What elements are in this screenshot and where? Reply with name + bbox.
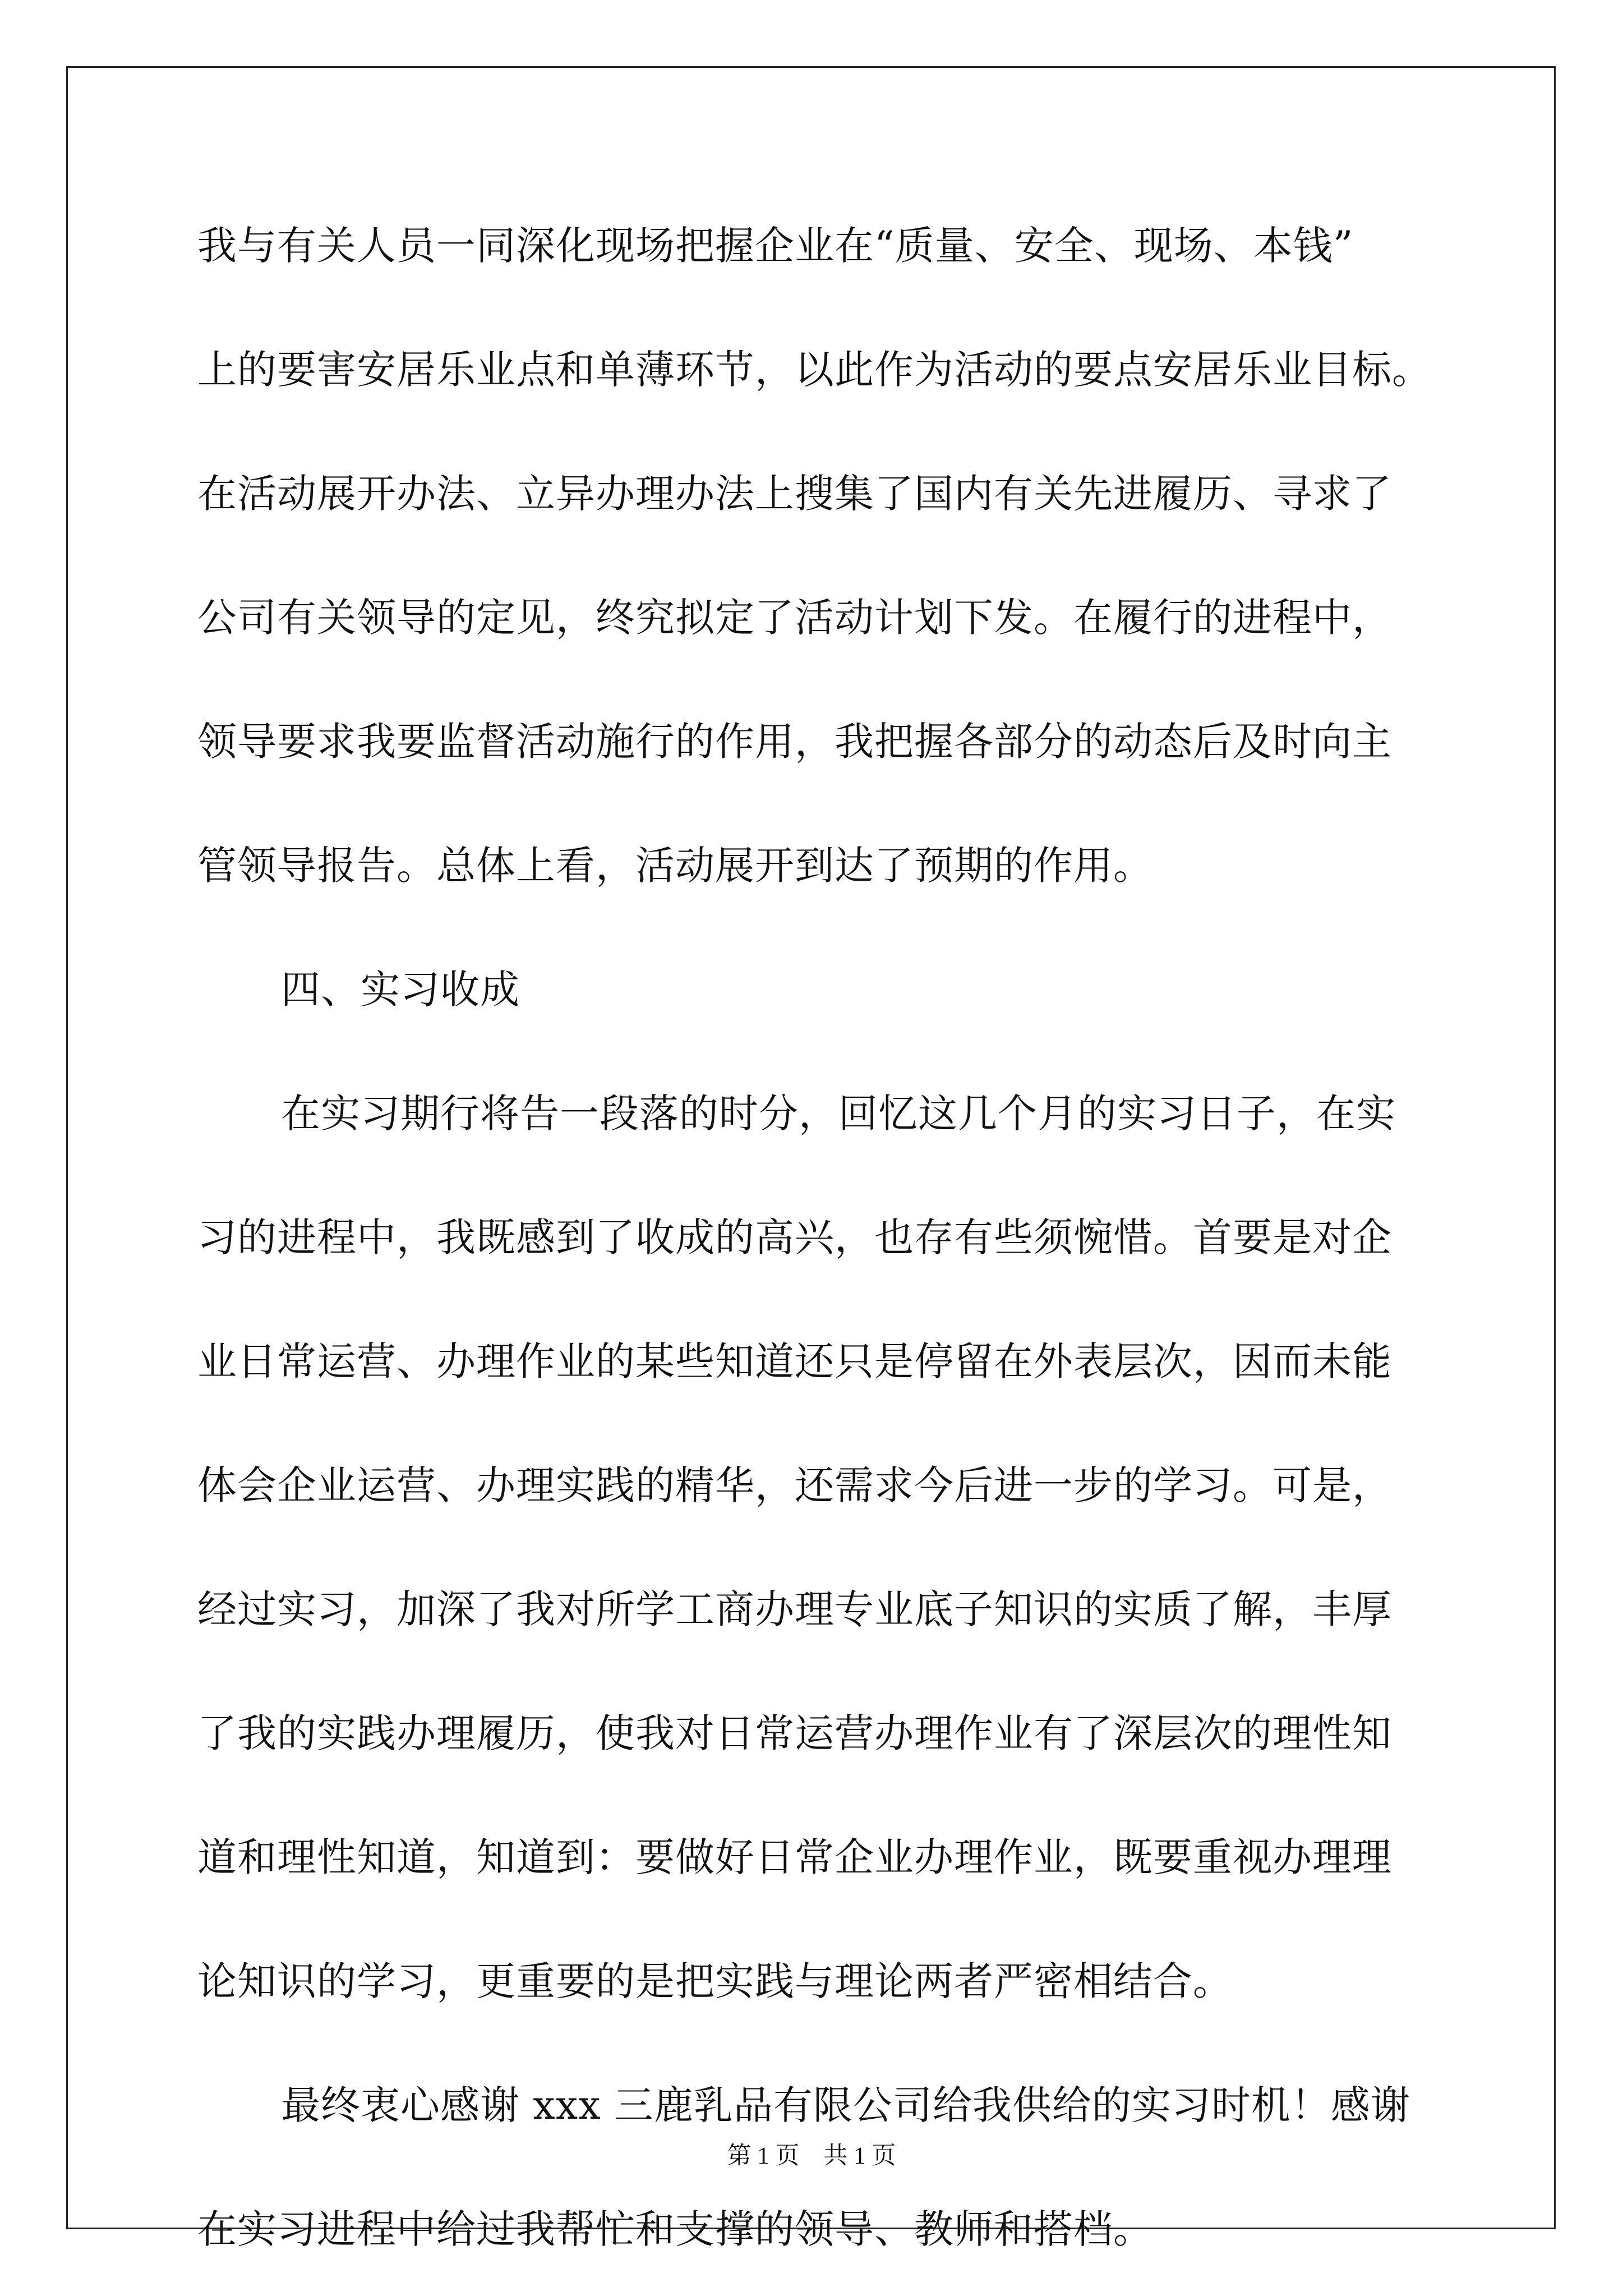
body-line-11: 体会企业运营、办理实践的精华，还需求今后进一步的学习。可是， [197,1462,1392,1508]
page-footer: 第 1 页 共 1 页 [727,2143,896,2169]
body-line-15: 论知识的学习，更重要的是把实践与理论两者严密相结合。 [197,1958,1233,2004]
body-line-16: 最终衷心感谢 xxx 三鹿乳品有限公司给我供给的实习时机！感谢 [281,2082,1410,2128]
section-heading: 四、实习收成 [281,967,520,1013]
body-line-4: 公司有关领导的定见，终究拟定了活动计划下发。在履行的进程中， [197,595,1392,641]
body-line-9: 习的进程中，我既感到了收成的高兴，也存有些须惋惜。首要是对企 [197,1214,1392,1260]
body-line-1: 我与有关人员一同深化现场把握企业在“质量、安全、现场、本钱” [197,223,1354,269]
body-line-6: 管领导报告。总体上看，活动展开到达了预期的作用。 [197,843,1153,889]
body-line-5: 领导要求我要监督活动施行的作用，我把握各部分的动态后及时向主 [197,719,1392,765]
body-line-17: 在实习进程中给过我帮忙和支撑的领导、教师和搭档。 [197,2206,1153,2252]
body-line-12: 经过实习，加深了我对所学工商办理专业底子知识的实质了解，丰厚 [197,1586,1392,1632]
body-line-2: 上的要害安居乐业点和单薄环节，以此作为活动的要点安居乐业目标。 [197,347,1432,393]
body-line-14: 道和理性知道，知道到：要做好日常企业办理作业，既要重视办理理 [197,1834,1392,1880]
body-line-10: 业日常运营、办理作业的某些知道还只是停留在外表层次，因而未能 [197,1338,1392,1384]
body-line-8: 在实习期行将告一段落的时分，回忆这几个月的实习日子，在实 [281,1091,1396,1137]
body-line-13: 了我的实践办理履历，使我对日常运营办理作业有了深层次的理性知 [197,1710,1392,1756]
body-line-3: 在活动展开办法、立异办理办法上搜集了国内有关先进履历、寻求了 [197,471,1392,517]
